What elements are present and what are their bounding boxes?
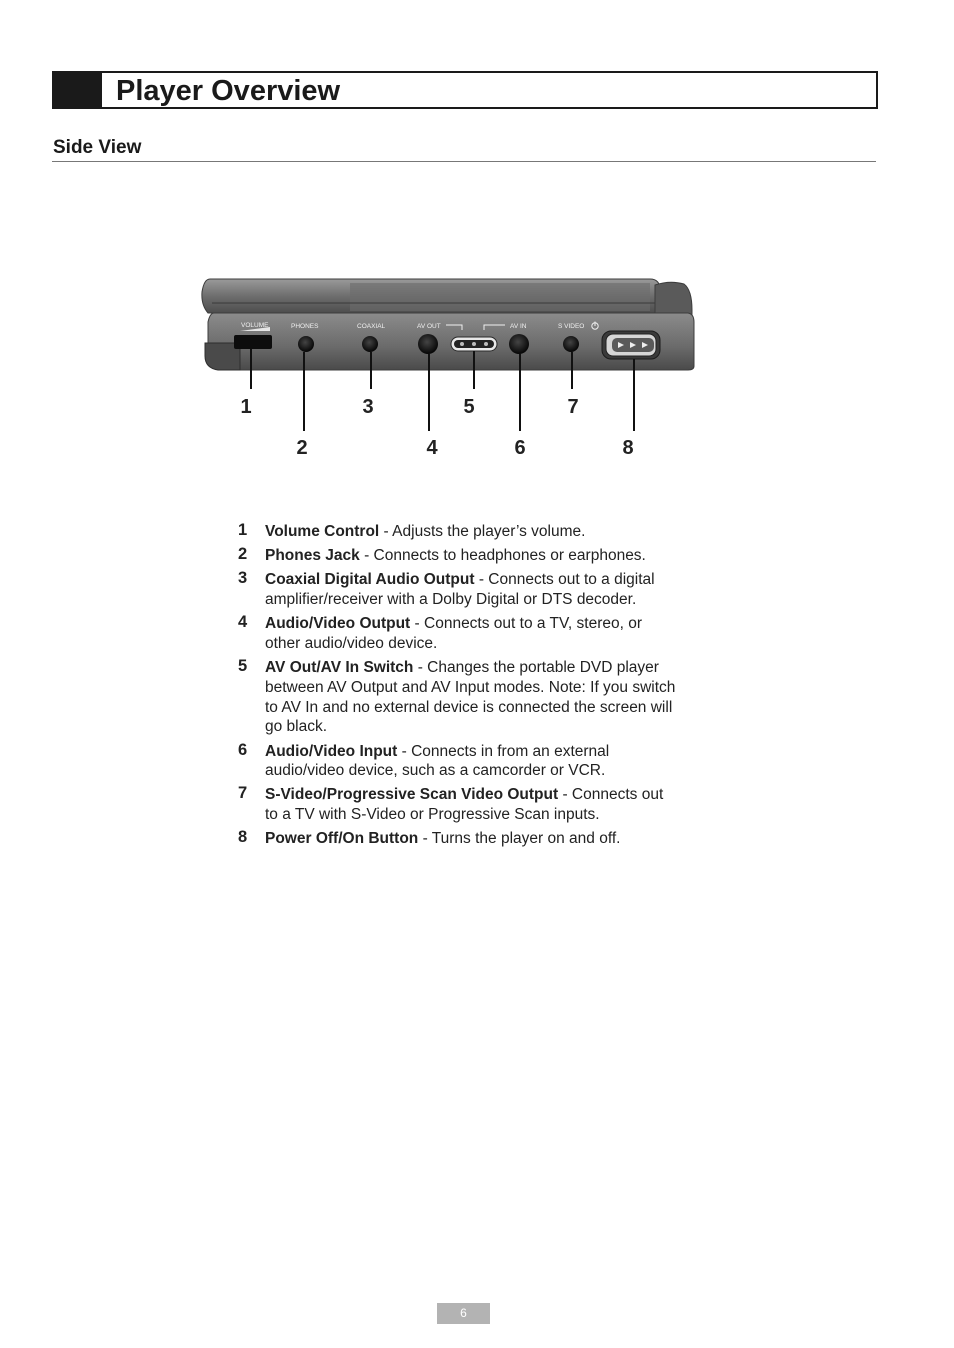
list-item	[238, 522, 678, 542]
callout-3: 3	[362, 396, 374, 418]
list-item	[238, 570, 678, 609]
callout-8: 8	[622, 437, 634, 459]
list-item	[238, 546, 678, 566]
callout-4: 4	[426, 437, 438, 459]
item-description: - Connects to headphones or earphones.	[359, 547, 646, 565]
callout-6: 6	[514, 437, 526, 459]
item-term: Audio/Video Output	[265, 615, 411, 633]
callout-7: 7	[567, 396, 579, 418]
item-description: - Turns the player on and off.	[418, 830, 621, 848]
list-item	[238, 658, 678, 737]
item-number: 5	[238, 657, 248, 676]
page-number: 6	[437, 1303, 490, 1324]
item-term: Audio/Video Input	[265, 742, 398, 760]
item-description: - Connects out to a TV, stereo, or other audio/video device.	[265, 615, 643, 653]
item-term: Power Off/On Button	[265, 830, 419, 848]
list-item	[238, 742, 678, 781]
item-term: S-Video/Progressive Scan Video Output	[265, 786, 559, 804]
av-out-jack	[418, 334, 438, 354]
coaxial-jack	[362, 336, 378, 352]
item-number: 4	[238, 613, 248, 632]
label-phones: PHONES	[291, 323, 319, 330]
item-number: 8	[238, 828, 248, 847]
item-description: - Adjusts the player’s volume.	[379, 523, 586, 540]
label-av-out: AV OUT	[417, 323, 441, 330]
component-list	[238, 522, 678, 854]
player-side-view-illustration	[0, 0, 954, 480]
item-term: AV Out/AV In Switch	[265, 659, 414, 677]
section-title: Side View	[53, 137, 142, 158]
item-number: 6	[238, 740, 248, 759]
av-in-jack	[509, 334, 529, 354]
av-switch	[451, 337, 497, 351]
s-video-jack	[563, 336, 579, 352]
volume-wheel	[234, 335, 272, 349]
label-av-in: AV IN	[510, 323, 527, 330]
page-title: Player Overview	[116, 75, 341, 107]
list-item	[238, 785, 678, 824]
callout-1: 1	[240, 396, 252, 418]
power-button	[602, 331, 660, 359]
item-term: Phones Jack	[265, 547, 360, 565]
item-description: - Changes the portable DVD player between AV Output and AV Input modes. Note: If you switch to AV In and no external device is connected the screen will go black.	[265, 659, 676, 736]
lid-panel	[350, 283, 650, 311]
item-number: 7	[238, 784, 248, 803]
item-term: Volume Control	[265, 523, 380, 540]
item-number: 1	[238, 521, 248, 539]
list-item	[238, 829, 678, 849]
label-s-video: S VIDEO	[558, 323, 585, 330]
item-description: - Connects out to a digital amplifier/receiver with a Dolby Digital or DTS decoder.	[265, 571, 655, 609]
item-description: - Connects out to a TV with S-Video or Progressive Scan inputs.	[265, 786, 664, 824]
item-description: - Connects in from an external audio/video device, such as a camcorder or VCR.	[265, 742, 610, 780]
callout-5: 5	[463, 396, 475, 418]
callout-2: 2	[296, 437, 308, 459]
phones-jack	[298, 336, 314, 352]
label-coaxial: COAXIAL	[357, 323, 386, 330]
list-item	[238, 614, 678, 653]
item-term: Coaxial Digital Audio Output	[265, 571, 475, 589]
item-number: 2	[238, 545, 248, 564]
label-volume: VOLUME	[241, 322, 269, 329]
item-number: 3	[238, 569, 248, 588]
